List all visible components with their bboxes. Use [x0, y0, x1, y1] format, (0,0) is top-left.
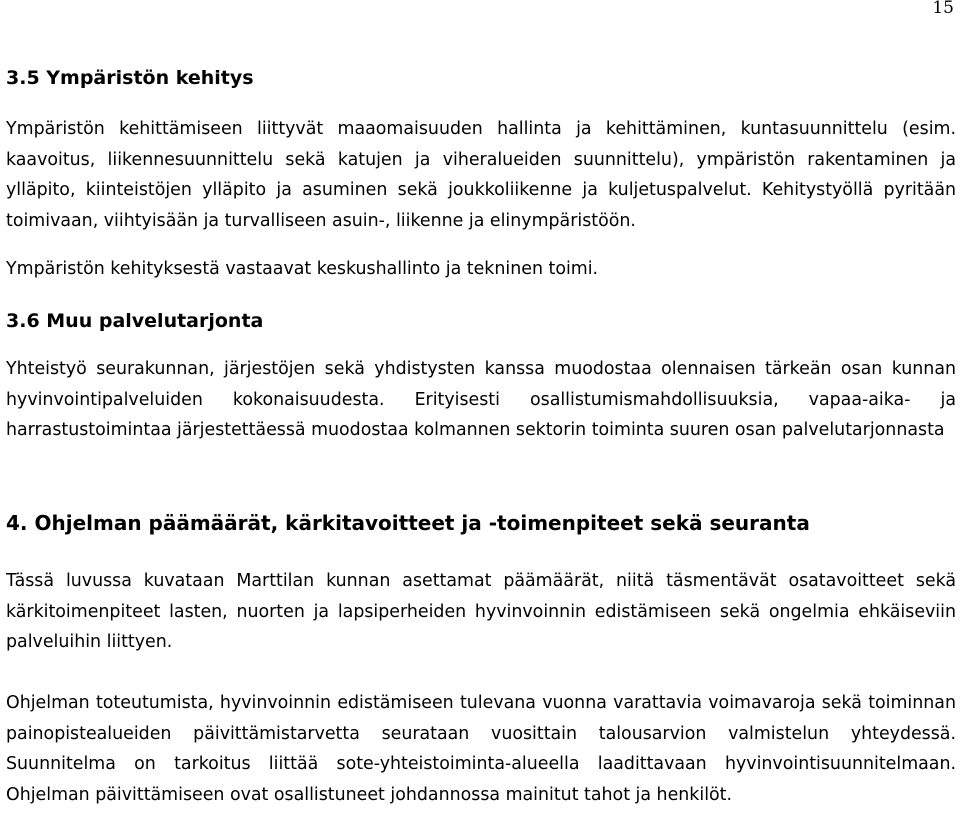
section-heading-3-6: 3.6 Muu palvelutarjonta [6, 310, 264, 332]
section-heading-4: 4. Ohjelman päämäärät, kärkitavoitteet ja -toimenpiteet sekä seuranta [6, 511, 810, 535]
section-3-5-paragraph-1: Ympäristön kehittämiseen liittyvät maaomaisuuden hallinta ja kehittäminen, kuntasuunnittelu (esim. kaavoitus, liikennesuunnittelu sekä katujen ja viheralueiden suunnittelu), ympäristön rakentaminen ja ylläpito, kiinteistöjen ylläpito ja asuminen sekä joukkoliikenne ja kuljetuspalvelut. Kehitystyöllä pyritään toimivaan, viihtyisään ja turvalliseen asuin-, liikenne ja elinympäristöön. [6, 119, 956, 231]
section-4-paragraph-2: Ohjelman toteutumista, hyvinvoinnin edistämiseen tulevana vuonna varattavia voimavaroja sekä toiminnan painopistealueiden päivittämistarvetta seurataan vuosittain talousarvion valmistelun yhteydessä. Suunnitelma on tarkoitus liittää sote-yhteistoiminta-alueella laadittavaan hyvinvointisuunnitelmaan. Ohjelman päivittämiseen ovat osallistuneet johdannossa mainitut tahot ja henkilöt. [6, 693, 956, 805]
section-3-6-paragraph-1: Yhteistyö seurakunnan, järjestöjen sekä yhdistysten kanssa muodostaa olennaisen tärkeän osan kunnan hyvinvointipalveluiden kokonaisuudesta. Erityisesti osallistumismahdollisuuksia, vapaa-aika- ja harrastustoimintaa järjestettäessä muodostaa kolmannen sektorin toiminta suuren osan palvelutarjonnasta [6, 359, 956, 440]
section-heading-3-5: 3.5 Ympäristön kehitys [6, 67, 254, 89]
section-4-paragraph-1: Tässä luvussa kuvataan Marttilan kunnan asettamat päämäärät, niitä täsmentävät osatavoitteet sekä kärkitoimenpiteet lasten, nuorten ja lapsiperheiden hyvinvoinnin edistämiseen sekä ongelmia ehkäiseviin palveluihin liittyen. [6, 571, 956, 652]
section-3-5-paragraph-2: Ympäristön kehityksestä vastaavat keskushallinto ja tekninen toimi. [6, 259, 599, 279]
page-number: 15 [932, 0, 954, 18]
